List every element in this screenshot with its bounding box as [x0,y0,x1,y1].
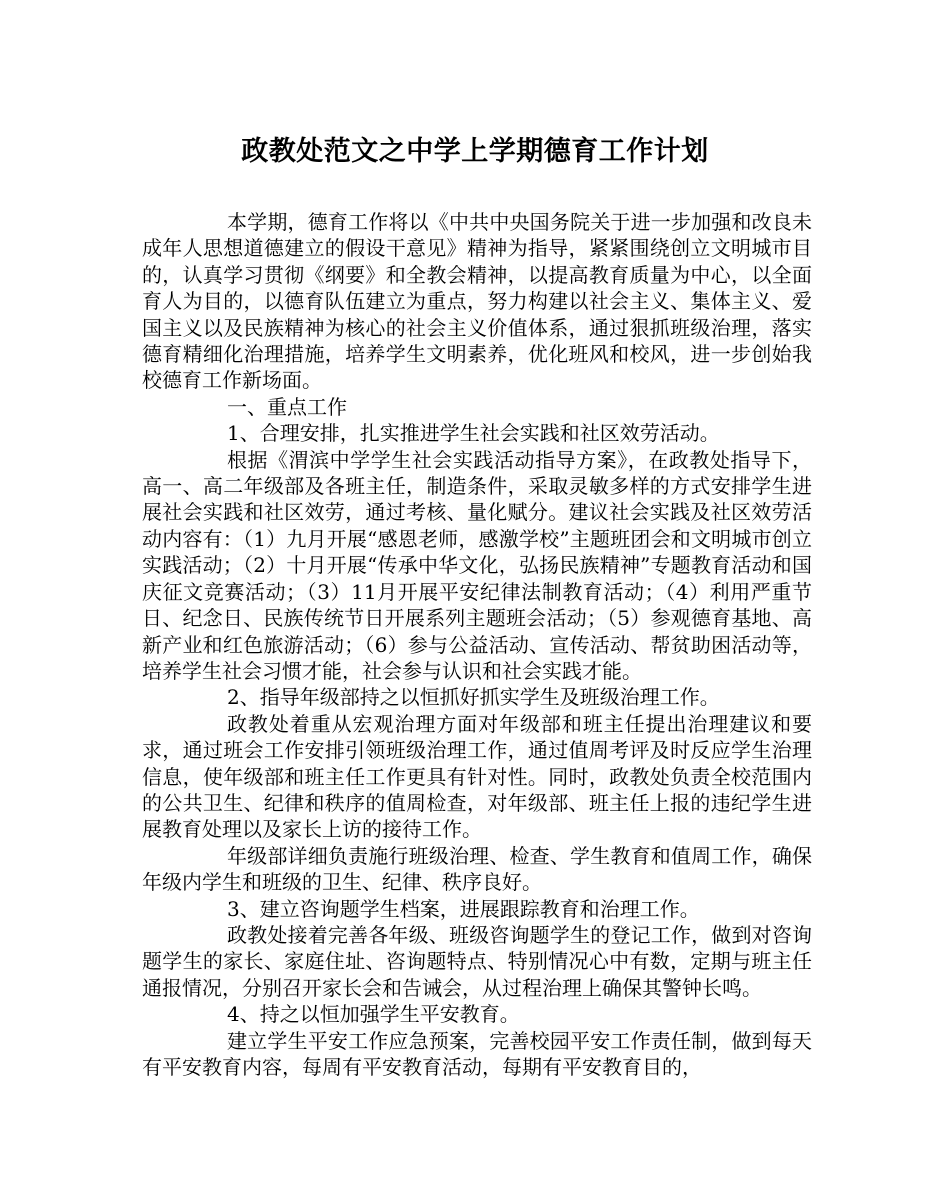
paragraph-student-records: 政教处接着完善各年级、班级咨询题学生的登记工作，做到对咨询题学生的家长、家庭住址、咨询题特点、特别情况心中有数，定期与班主任通报情况，分别召开家长会和告诫会，从过程治理上确保其警钟长鸣。 [142,922,812,1000]
document-title: 政教处范文之中学上学期德育工作计划 [241,136,709,167]
item-heading-1: 1、合理安排，扎实推进学生社会实践和社区效劳活动。 [227,421,720,446]
paragraph-grade-duties: 年级部详细负责施行班级治理、检查、学生教育和值周工作，确保年级内学生和班级的卫生、纪律、秩序良好。 [142,843,812,895]
item-heading-3: 3、建立咨询题学生档案，进展跟踪教育和治理工作。 [227,896,700,921]
paragraph-safety-education: 建立学生平安工作应急预案，完善校园平安工作责任制，做到每天有平安教育内容，每周有平安教育活动，每期有平安教育目的， [142,1028,812,1079]
paragraph-social-practice: 根据《渭滨中学学生社会实践活动指导方案》，在政教处指导下，高一、高二年级部及各班主任，制造条件，采取灵敏多样的方式安排学生进展社会实践和社区效劳，通过考核、量化赋分。建议社会实践及社区效劳活动内容有：（1）九月开展“感恩老师，感激学校”主题班团会和文明城市创立实践活动；（2）十月开展“传承中华文化，弘扬民族精神”专题教育活动和国庆征文竞赛活动；（3）11月开展平安纪律法制教育活动；（4）利用严重节日、纪念日、民族传统节日开展系列主题班会活动；（5）参观德育基地、高新产业和红色旅游活动；（6）参与公益活动、宣传活动、帮贫助困活动等，培养学生社会习惯才能，社会参与认识和社会实践才能。 [142,447,812,683]
item-heading-2: 2、指导年级部持之以恒抓好抓实学生及班级治理工作。 [227,685,720,710]
document-body [142,209,812,1080]
paragraph-intro: 本学期，德育工作将以《中共中央国务院关于进一步加强和改良未成年人思想道德建立的假设干意见》精神为指导，紧紧围绕创立文明城市目的，认真学习贯彻《纲要》和全教会精神，以提高教育质量为中心，以全面育人为目的，以德育队伍建立为重点，努力构建以社会主义、集体主义、爱国主义以及民族精神为核心的社会主义价值体系，通过狠抓班级治理，落实德育精细化治理措施，培养学生文明素养，优化班风和校风，进一步创始我校德育工作新场面。 [142,210,812,393]
paragraph-class-management: 政教处着重从宏观治理方面对年级部和班主任提出治理建议和要求，通过班会工作安排引领班级治理工作，通过值周考评及时反应学生治理信息，使年级部和班主任工作更具有针对性。同时，政教处负责全校范围内的公共卫生、纪律和秩序的值周检查，对年级部、班主任上报的违纪学生进展教育处理以及家长上访的接待工作。 [142,711,812,842]
item-heading-4: 4、持之以恒加强学生平安教育。 [227,1002,520,1027]
section-heading-key-work: 一、重点工作 [227,394,347,419]
